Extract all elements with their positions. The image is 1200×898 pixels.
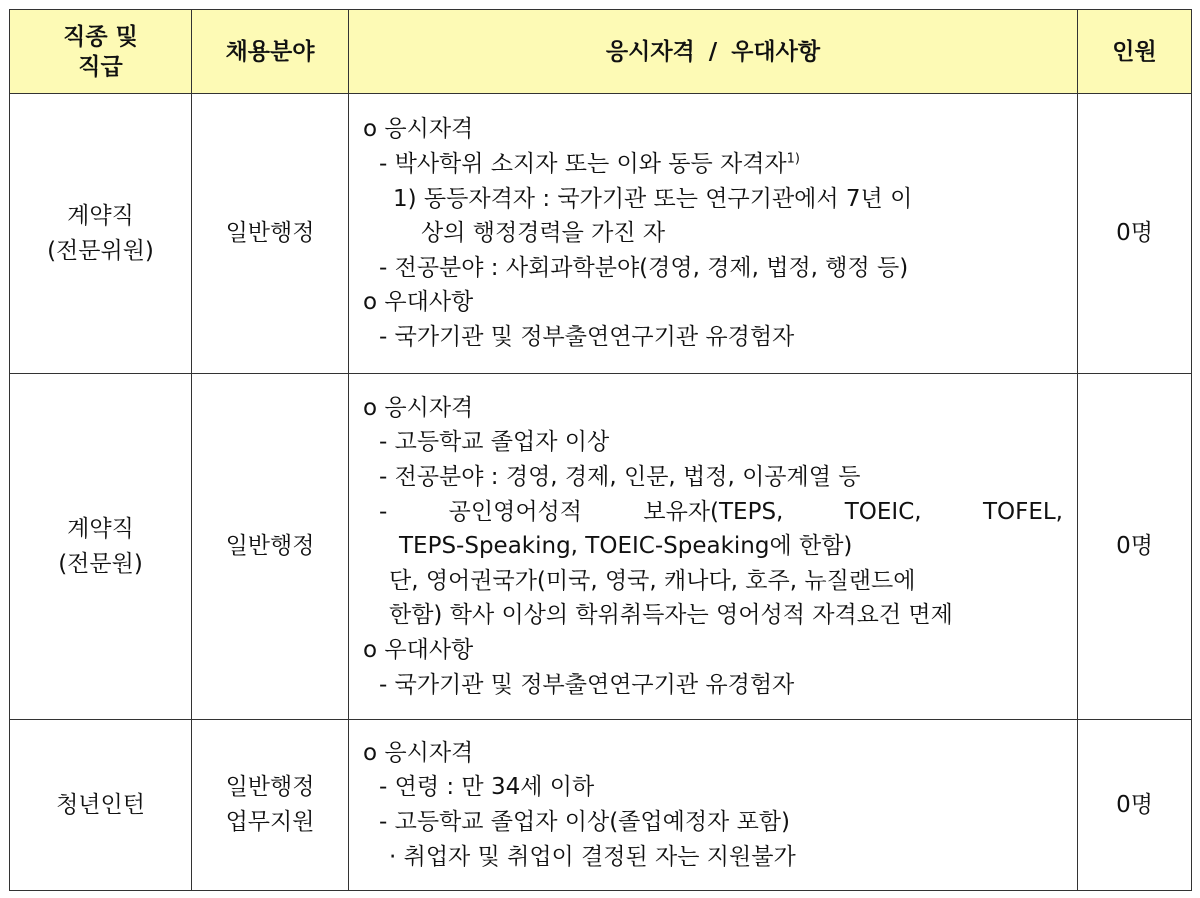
field-cell — [192, 94, 349, 374]
qualification-line: 1) 동등자격자 : 국가기관 또는 연구기관에서 7년 이 — [393, 185, 913, 212]
count-cell: 0명 — [1078, 374, 1192, 720]
header-field: 채용분야 — [192, 10, 349, 94]
qualification-line: - 고등학교 졸업자 이상(졸업예정자 포함) — [379, 809, 790, 835]
qualification-line: - 고등학교 졸업자 이상 — [379, 429, 610, 456]
preference-line: - 국가기관 및 정부출연연구기관 유경험자 — [379, 323, 795, 350]
qualification-line: - 연령 : 만 34세 이하 — [379, 774, 595, 801]
table-row — [10, 720, 1192, 891]
header-job-type-line: 직종 및 — [63, 23, 138, 50]
qualification-line — [363, 147, 1063, 182]
job-type-line: (전문원) — [58, 550, 143, 577]
qualifications-cell — [349, 720, 1078, 891]
header-count: 인원 — [1078, 10, 1192, 94]
qualification-line: - 공인영어성적 보유자(TEPS, TOEIC, TOFEL, — [379, 498, 1063, 525]
preference-heading: o 우대사항 — [363, 289, 474, 316]
field-line: 업무지원 — [225, 809, 315, 835]
job-type-cell — [10, 374, 192, 720]
job-type-line: 청년인턴 — [56, 791, 145, 818]
header-job-type — [10, 10, 192, 94]
count-cell: 0명 — [1078, 720, 1192, 891]
qualifications-cell — [349, 94, 1078, 374]
preference-line: - 국가기관 및 정부출연연구기관 유경험자 — [379, 671, 795, 698]
qualification-line: 단, 영어권국가(미국, 영국, 캐나다, 호주, 뉴질랜드에 — [389, 567, 916, 594]
qualification-heading: o 응시자격 — [363, 116, 474, 143]
recruitment-table — [9, 9, 1192, 891]
header-job-type-line: 직급 — [78, 53, 123, 80]
field-line: 일반행정 — [225, 533, 315, 559]
job-type-line: 계약직 — [67, 515, 134, 542]
qualification-text: - 박사학위 소지자 또는 이와 동등 자격자 — [379, 151, 787, 178]
footnote-mark: 1) — [786, 151, 800, 167]
job-type-cell — [10, 720, 192, 891]
qualification-line: - 전공분야 : 사회과학분야(경영, 경제, 법정, 행정 등) — [379, 254, 909, 281]
header-row — [10, 10, 1192, 94]
table-row — [10, 94, 1192, 374]
field-cell — [192, 720, 349, 891]
field-line: 일반행정 — [225, 774, 315, 800]
job-type-line: 계약직 — [67, 202, 134, 229]
qualification-line: · 취업자 및 취업이 결정된 자는 지원불가 — [389, 843, 796, 870]
qualifications-cell — [349, 374, 1078, 720]
qualification-line: 한함) 학사 이상의 학위취득자는 영어성적 자격요건 면제 — [389, 602, 953, 629]
count-cell: 0명 — [1078, 94, 1192, 374]
job-type-cell — [10, 94, 192, 374]
qualification-line: 상의 행정경력을 가진 자 — [421, 220, 666, 247]
qualification-line: TEPS-Speaking, TOEIC-Speaking에 한함) — [399, 533, 853, 560]
qualification-line: - 전공분야 : 경영, 경제, 인문, 법정, 이공계열 등 — [379, 464, 861, 491]
job-type-line: (전문위원) — [47, 237, 154, 264]
header-qualifications: 응시자격 / 우대사항 — [349, 10, 1078, 94]
preference-heading: o 우대사항 — [363, 636, 474, 663]
qualification-heading: o 응시자격 — [363, 394, 474, 421]
qualification-heading: o 응시자격 — [363, 739, 474, 766]
field-cell — [192, 374, 349, 720]
table-row — [10, 374, 1192, 720]
field-line: 일반행정 — [225, 220, 315, 246]
